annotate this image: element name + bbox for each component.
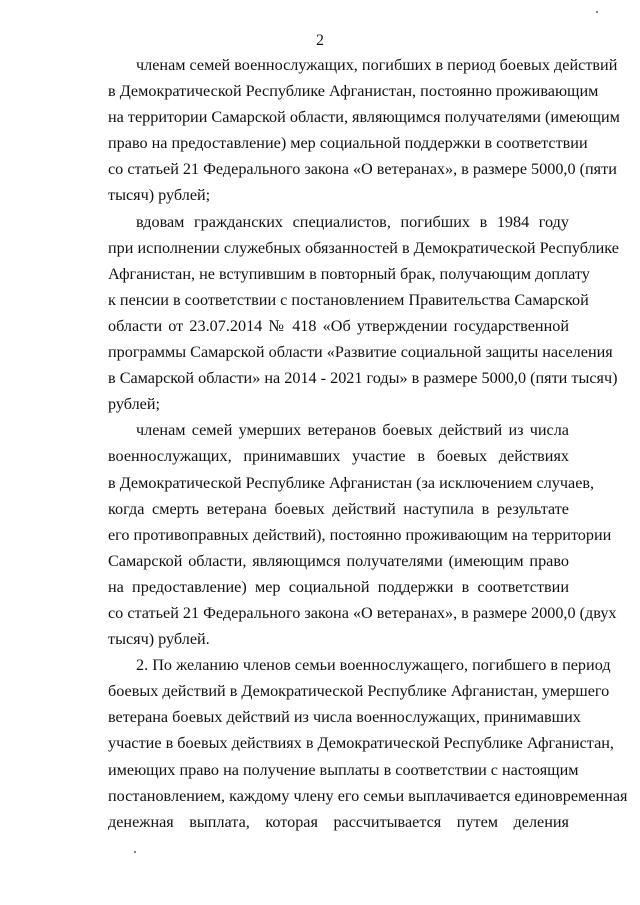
text-line: право на предоставление) мер социальной поддержки в соответствии: [108, 134, 588, 153]
text-line: области от 23.07.2014 № 418 «Об утверждении государственной: [108, 316, 569, 335]
text-line: на предоставление) мер социальной поддержки в соответствии: [108, 577, 569, 596]
text-line: в Демократической Республике Афганистан, постоянно проживающим: [108, 82, 599, 101]
text-line: в Самарской области» на 2014 - 2021 годы» в размере 5000,0 (пяти тысяч): [108, 369, 618, 388]
paragraph-widows-civil-specialists: [80, 209, 619, 418]
text-line: тысяч) рублей.: [108, 630, 210, 649]
text-line: постановлением, каждому члену его семьи выплачивается единовременная: [108, 786, 628, 805]
text-line: рублей;: [108, 395, 161, 414]
text-line: Афганистан, не вступившим в повторный брак, получающим доплату: [108, 264, 590, 283]
text-line: военнослужащих, принимавших участие в боевых действиях: [108, 447, 569, 466]
text-line: программы Самарской области «Развитие социальной защиты населения: [108, 343, 613, 362]
text-line: денежная выплата, которая рассчитывается путем деления: [108, 812, 569, 831]
text-line: Самарской области, являющимся получателями (имеющим право: [108, 551, 569, 570]
text-line: вдовам гражданских специалистов, погибших в 1984 году: [136, 212, 569, 231]
text-line: к пенсии в соответствии с постановлением Правительства Самарской: [108, 290, 589, 309]
text-line: со статьей 21 Федерального закона «О ветеранах», в размере 5000,0 (пяти: [108, 160, 617, 179]
text-line: при исполнении служебных обязанностей в Демократической Республике: [108, 238, 619, 257]
scan-speck: [134, 851, 136, 853]
scan-speck: [596, 11, 598, 13]
text-line: участие в боевых действиях в Демократической Республике Афганистан,: [108, 734, 614, 753]
text-line: членам семей военнослужащих, погибших в период боевых действий: [136, 56, 618, 74]
text-line: в Демократической Республике Афганистан (за исключением случаев,: [108, 473, 595, 492]
text-line: боевых действий в Демократической Республике Афганистан, умершего: [108, 682, 610, 701]
text-line: 2. По желанию членов семьи военнослужащего, погибшего в период: [136, 656, 611, 675]
document-body: [80, 52, 628, 835]
paragraph-family-members-killed: [80, 52, 620, 209]
text-line: имеющих право на получение выплаты в соответствии с настоящим: [108, 760, 579, 779]
page-number: 2: [316, 32, 324, 49]
text-line: его противоправных действий), постоянно проживающим на территории: [108, 525, 612, 544]
text-line: тысяч) рублей;: [108, 186, 211, 205]
text-line: со статьей 21 Федерального закона «О ветеранах», в размере 2000,0 (двух: [108, 603, 617, 622]
text-line: ветерана боевых действий из числа военнослужащих, принимавших: [108, 708, 581, 727]
paragraph-clause-2: [80, 652, 628, 835]
text-line: когда смерть ветерана боевых действий наступила в результате: [108, 499, 569, 518]
text-line: на территории Самарской области, являющимся получателями (имеющим: [108, 108, 620, 127]
paragraph-family-members-deceased-veterans: [80, 417, 617, 652]
text-line: членам семей умерших ветеранов боевых действий из числа: [136, 421, 569, 440]
